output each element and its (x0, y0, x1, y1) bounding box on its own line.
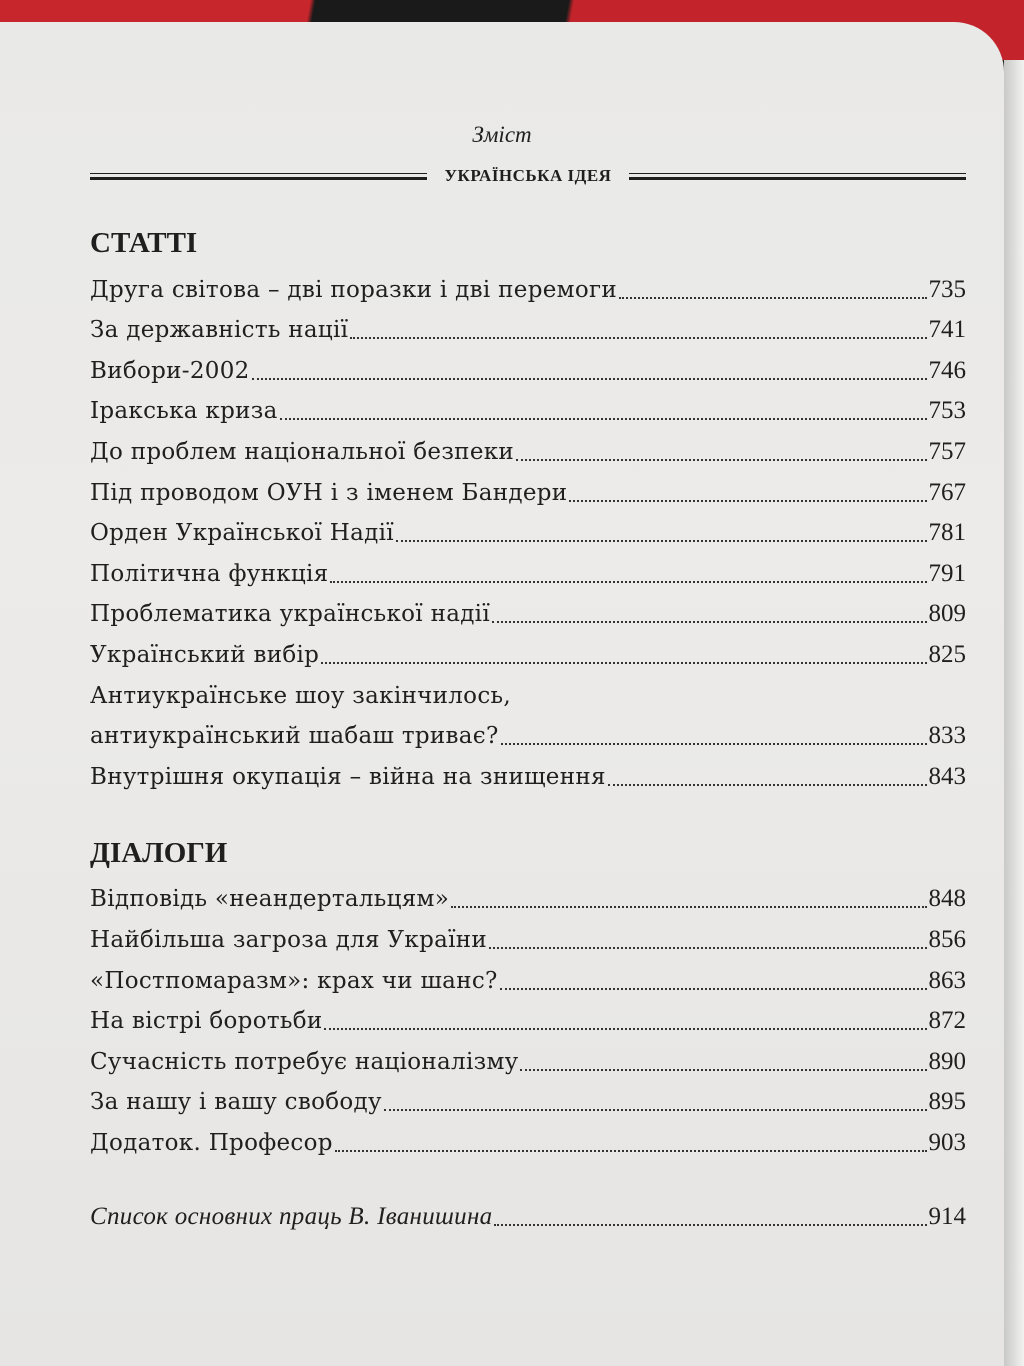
toc-entry (90, 1077, 966, 1118)
toc-entry (90, 345, 966, 386)
entry-title: Друга світова – дві поразки і дві перемоги (90, 276, 617, 303)
entry-page: 890 (928, 1047, 966, 1075)
entry-title: Іракська криза (90, 398, 278, 425)
entry-page: 903 (928, 1128, 966, 1156)
leader-dots (324, 1027, 926, 1030)
entry-title: Найбільша загроза для України (90, 926, 488, 953)
entry-title: Під проводом ОУН і з іменем Бандери (90, 479, 568, 506)
toc-entry (90, 264, 966, 305)
entry-page: 914 (928, 1203, 966, 1231)
toc-entry (90, 874, 966, 915)
leader-dots (396, 539, 927, 542)
left-rule (90, 173, 427, 180)
leader-dots (252, 377, 927, 380)
toc-entry (90, 955, 966, 996)
entry-page: 843 (928, 762, 966, 790)
section-title: УКРАЇНСЬКА ІДЕЯ (444, 166, 612, 185)
entry-page: 872 (928, 1007, 966, 1035)
toc-entry (90, 386, 966, 427)
toc-entry-bibliography (90, 1192, 966, 1233)
entry-title: Політична функція (90, 560, 329, 587)
leader-dots (569, 499, 926, 502)
entry-title: До проблем національної безпеки (90, 438, 515, 465)
entry-title: Відповідь «неандертальцям» (90, 886, 450, 913)
leader-dots (384, 1108, 927, 1111)
entry-title: За нашу і вашу свободу (90, 1089, 382, 1116)
spacer (90, 1158, 966, 1192)
toc-entry (90, 467, 966, 508)
entry-page: 757 (928, 437, 966, 465)
entry-title: Орден Української Надії (90, 520, 394, 547)
entry-page: 809 (928, 600, 966, 628)
entry-title: Список основних праць В. Іванишина (90, 1203, 493, 1231)
entry-title: антиукраїнський шабаш триває? (90, 723, 499, 750)
right-rule (629, 173, 966, 180)
entry-page: 863 (928, 966, 966, 994)
toc-entry (90, 711, 966, 752)
leader-dots (608, 783, 927, 786)
section-title-row (90, 162, 966, 190)
leader-dots (516, 458, 926, 461)
toc-entry (90, 914, 966, 955)
entry-page: 848 (928, 885, 966, 913)
entry-page: 753 (928, 397, 966, 425)
leader-dots (280, 417, 927, 420)
spacer (90, 792, 966, 832)
entry-title: За державність нації (90, 317, 349, 344)
leader-dots (492, 620, 927, 623)
entry-title: Вибори-2002 (90, 357, 250, 384)
leader-dots (335, 1149, 927, 1152)
entry-page: 825 (928, 640, 966, 668)
toc-entry (90, 508, 966, 549)
entry-title: «Постпомаразм»: крах чи шанс? (90, 967, 498, 994)
entry-title: Проблематика української надії (90, 601, 490, 628)
page-edge (1004, 60, 1024, 1366)
toc-entry (90, 589, 966, 630)
leader-dots (321, 661, 926, 664)
entry-title-first-line: Антиукраїнське шоу закінчилось, (90, 682, 511, 709)
running-head: Зміст (472, 122, 532, 147)
entry-page: 767 (928, 478, 966, 506)
table-of-contents (90, 222, 966, 1232)
leader-dots (489, 946, 926, 949)
toc-entry (90, 751, 966, 792)
entry-title: На вістрі боротьби (90, 1008, 323, 1035)
leader-dots (501, 742, 927, 745)
entry-title: Внутрішня окупація – війна на знищення (90, 763, 606, 790)
leader-dots (619, 296, 927, 299)
entry-page: 856 (928, 925, 966, 953)
toc-entry (90, 305, 966, 346)
leader-dots (451, 905, 926, 908)
leader-dots (500, 987, 927, 990)
entry-page: 895 (928, 1088, 966, 1116)
group-heading-dialogues: ДІАЛОГИ (90, 836, 228, 869)
leader-dots (350, 336, 926, 339)
entry-page: 741 (928, 316, 966, 344)
book-page (0, 22, 1004, 1366)
entry-title: Сучасність потребує націоналізму (90, 1048, 519, 1075)
toc-entry (90, 996, 966, 1037)
toc-entry (90, 426, 966, 467)
entry-page: 735 (928, 275, 966, 303)
entry-title: Додаток. Професор (90, 1129, 333, 1156)
toc-entry (90, 629, 966, 670)
leader-dots (520, 1068, 926, 1071)
leader-dots (330, 580, 926, 583)
entry-page: 833 (928, 722, 966, 750)
entry-page: 791 (928, 559, 966, 587)
entry-page: 746 (928, 356, 966, 384)
toc-entry (90, 548, 966, 589)
group-heading-articles: СТАТТІ (90, 227, 198, 259)
entry-page: 781 (928, 519, 966, 547)
toc-entry (90, 1036, 966, 1077)
entry-title: Український вибір (90, 641, 320, 668)
toc-entry (90, 1117, 966, 1158)
leader-dots (494, 1223, 926, 1226)
